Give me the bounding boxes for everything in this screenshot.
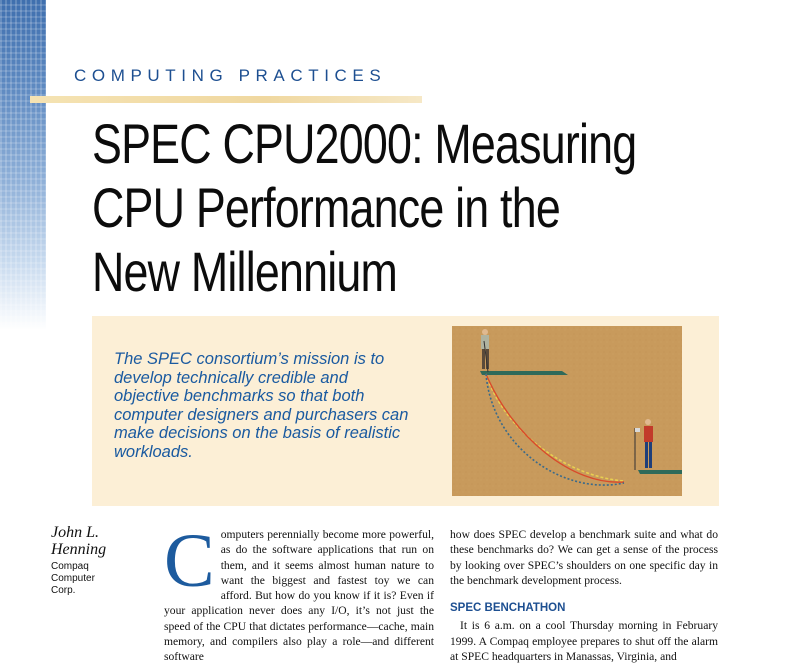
author-name: John L. Henning (51, 524, 107, 558)
upper-platform (480, 371, 568, 375)
section-label: COMPUTING PRACTICES (74, 66, 387, 85)
title-line-3: New Millennium (92, 240, 397, 303)
article-title (92, 112, 637, 304)
author-block (51, 524, 141, 597)
section-rule (30, 96, 422, 103)
subhead-benchathon: SPEC BENCHATHON (450, 602, 566, 615)
body-column-1 (164, 519, 434, 665)
lower-platform (638, 470, 682, 474)
column-1-text: omputers perennially become more powerful, as do the software applications that run on them, and it seems almost human nature to want the biggest and fastest toy we can afford. But how do you know if it is? Even if your application never does any I/O, it’s not just the speed of the CPU that dictates performance—cache, main memory, and compilers also play a role—and different software (164, 528, 434, 664)
golfer-illustration (452, 326, 682, 496)
drop-cap: C (164, 519, 215, 603)
author-affiliation: Compaq Computer Corp. (51, 561, 95, 596)
sidebar-decorative-band (0, 0, 46, 330)
abstract-text: The SPEC consortium’s mission is to develop technically credible and objective benchmarks so that both computer designers and purchasers can make decisions on the basis of realistic workloads. (114, 350, 409, 461)
body-column-2 (450, 527, 718, 664)
golfer-figure (481, 329, 489, 372)
column-2-text: how does SPEC develop a benchmark suite and what do these benchmarks do? We can get a sense of the process by looking over SPEC’s shoulders on one specific day in the benchmark development process. (450, 528, 718, 587)
title-line-2: CPU Performance in the (92, 176, 560, 239)
column-2-text-2: It is 6 a.m. on a cool Thursday morning in February 1999. A Compaq employee prepares to shut off the alarm at SPEC headquarters in Manassas, Virginia, and (450, 619, 718, 664)
title-line-1: SPEC CPU2000: Measuring (92, 112, 637, 175)
